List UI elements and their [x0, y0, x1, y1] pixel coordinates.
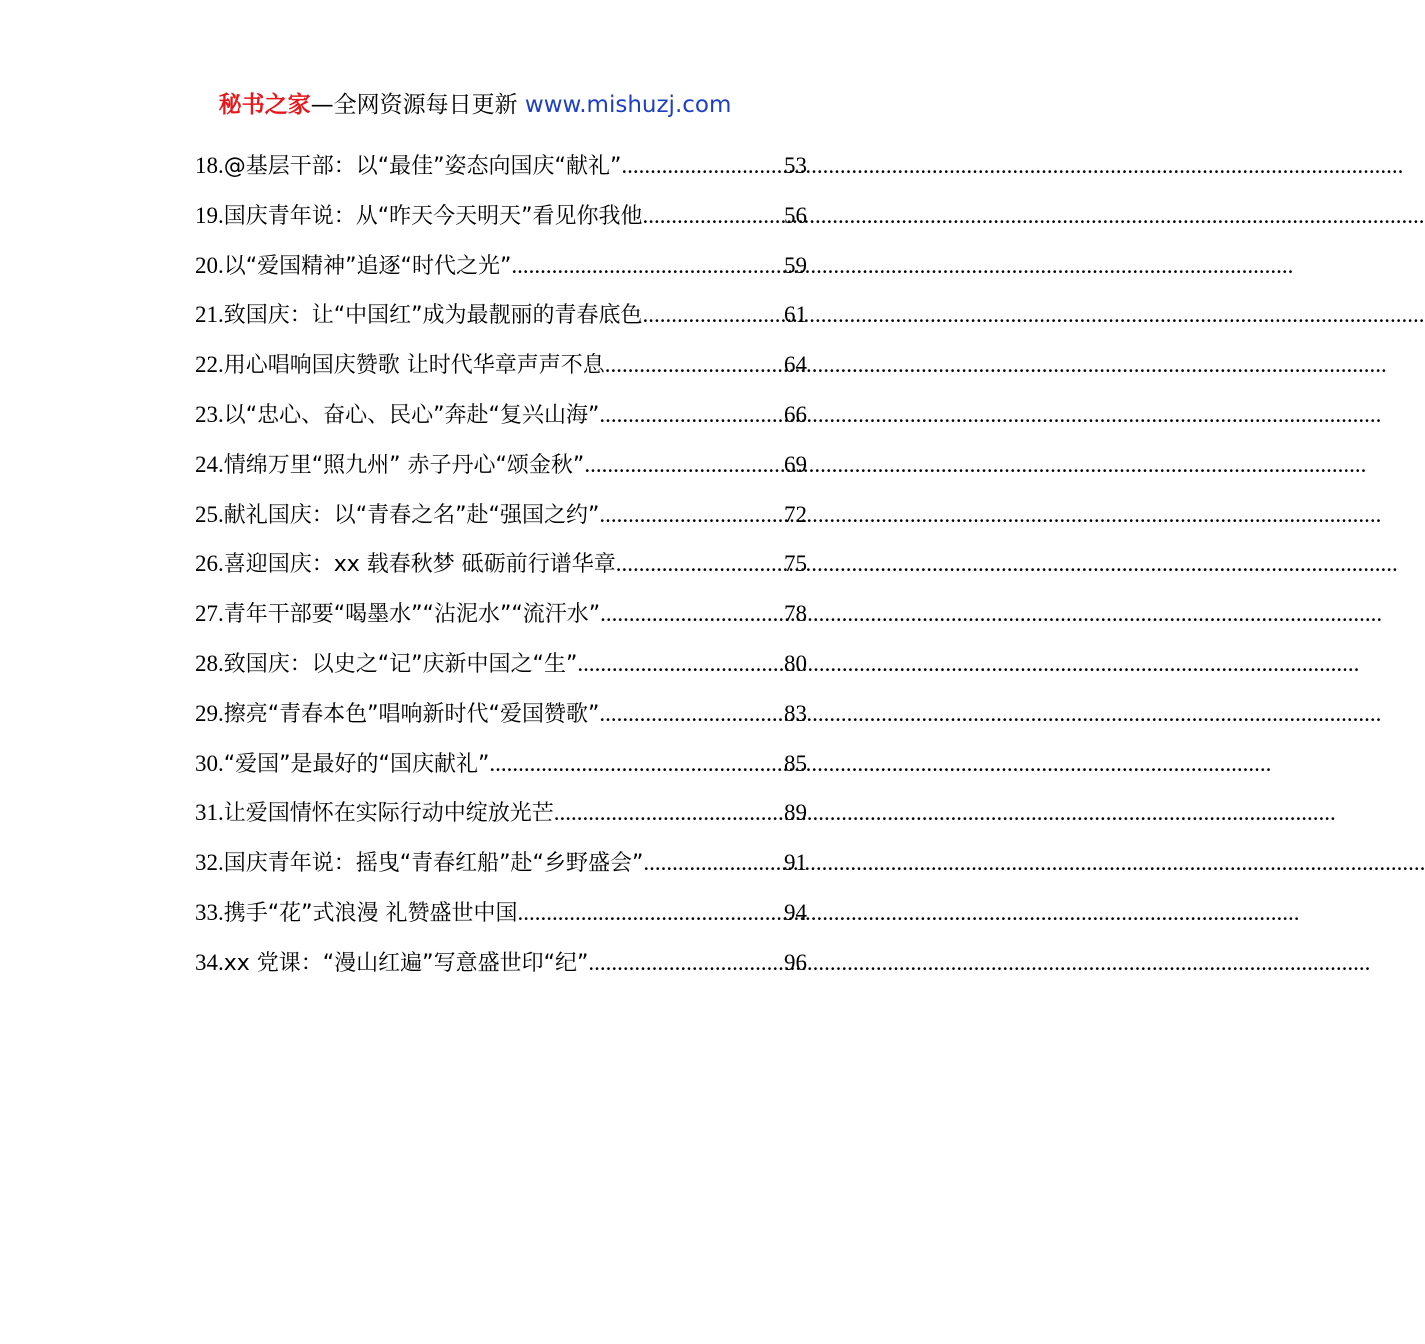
toc-entry-number: 24. — [195, 451, 224, 477]
toc-entry — [195, 146, 807, 196]
toc-entry-number: 32. — [195, 850, 224, 876]
dot-leader — [599, 395, 784, 435]
toc-entry-title — [195, 544, 616, 585]
toc-entry-title — [195, 295, 643, 336]
toc-page-number: 85 — [784, 750, 807, 776]
toc-page-number: 56 — [784, 202, 807, 228]
toc-entry-title — [195, 943, 588, 984]
toc-entry-number: 22. — [195, 352, 224, 378]
toc-entry-text: 以“忠心、奋心、民心”奔赴“复兴山海” — [223, 402, 600, 428]
toc-entry-number: 25. — [195, 501, 224, 527]
toc-entry — [195, 594, 807, 644]
toc-entry-number: 30. — [195, 750, 224, 776]
toc-entry-text: @基层干部：以“最佳”姿态向国庆“献礼” — [223, 154, 622, 179]
toc-entry-title — [195, 146, 621, 187]
dot-leader — [584, 445, 784, 485]
toc-entry-title — [195, 594, 600, 635]
toc-entry — [195, 295, 807, 345]
toc-entry-text: 用心唱响国庆赞歌 让时代华章声声不息 — [223, 353, 605, 379]
toc-page-number: 96 — [784, 949, 807, 975]
toc-entry-number: 29. — [195, 700, 224, 726]
toc-entry-title — [195, 495, 599, 536]
toc-entry-title — [195, 744, 489, 785]
toc-entry — [195, 843, 807, 893]
toc-page-number: 94 — [784, 899, 807, 925]
toc-entry — [195, 694, 807, 744]
header-tagline: —全网资源每日更新 — [310, 92, 525, 118]
dot-leader — [588, 943, 784, 983]
toc-entry — [195, 395, 807, 445]
toc-entry — [195, 793, 807, 843]
toc-entry-text: 献礼国庆：以“青春之名”赴“强国之约” — [223, 502, 600, 528]
toc-entry-number: 20. — [195, 252, 224, 278]
toc-entry-text: 情绵万里“照九州” 赤子丹心“颂金秋” — [223, 452, 585, 478]
dot-leader — [621, 146, 784, 186]
toc-entry-text: 让爱国情怀在实际行动中绽放光芒 — [223, 801, 554, 827]
toc-entry-title — [195, 694, 599, 735]
toc-page-number: 61 — [784, 302, 807, 328]
toc-page-number: 59 — [784, 252, 807, 278]
toc-entry-title — [195, 644, 577, 685]
toc-page-number: 69 — [784, 451, 807, 477]
page-header — [0, 88, 950, 122]
toc-entry — [195, 495, 807, 545]
toc-entry — [195, 544, 807, 594]
dot-leader — [616, 544, 784, 584]
toc-page-number: 89 — [784, 800, 807, 826]
toc-entry — [195, 744, 807, 794]
dot-leader — [489, 744, 784, 784]
toc-entry — [195, 246, 807, 296]
table-of-contents — [195, 146, 807, 993]
dot-leader — [600, 594, 784, 634]
toc-entry-title — [195, 445, 584, 486]
toc-entry-number: 27. — [195, 601, 224, 627]
toc-entry-text: 国庆青年说：从“昨天今天明天”看见你我他 — [223, 203, 643, 229]
toc-entry — [195, 943, 807, 993]
toc-entry — [195, 345, 807, 395]
toc-entry-title — [195, 843, 643, 884]
toc-entry-title — [195, 395, 599, 436]
toc-entry-number: 33. — [195, 899, 224, 925]
toc-entry-text: 喜迎国庆：xx 载春秋梦 砥砺前行谱华章 — [223, 552, 616, 578]
toc-page-number: 83 — [784, 700, 807, 726]
toc-entry-text: 国庆青年说：摇曳“青春红船”赴“乡野盛会” — [223, 851, 644, 877]
toc-entry-title — [195, 893, 518, 934]
toc-entry — [195, 893, 807, 943]
toc-entry-title — [195, 793, 554, 834]
site-url: www.mishuzj.com — [524, 92, 732, 118]
dot-leader — [577, 644, 784, 684]
toc-page-number: 53 — [784, 153, 807, 178]
toc-entry-text: 致国庆：以史之“记”庆新中国之“生” — [223, 651, 578, 677]
dot-leader — [643, 843, 784, 883]
toc-entry-number: 28. — [195, 650, 224, 676]
toc-entry-number: 31. — [195, 800, 224, 826]
toc-entry-number: 21. — [195, 302, 224, 328]
toc-page-number: 64 — [784, 352, 807, 378]
toc-entry-number: 23. — [195, 401, 224, 427]
toc-entry-text: “爱国”是最好的“国庆献礼” — [223, 751, 490, 777]
toc-page-number: 66 — [784, 401, 807, 427]
toc-entry — [195, 445, 807, 495]
brand-name: 秘书之家 — [218, 92, 311, 118]
toc-entry — [195, 196, 807, 246]
dot-leader — [605, 345, 784, 385]
dot-leader — [511, 246, 784, 286]
toc-entry-title — [195, 345, 605, 386]
toc-entry-text: 携手“花”式浪漫 礼赞盛世中国 — [223, 900, 518, 926]
toc-entry-text: xx 党课：“漫山红遍”写意盛世印“纪” — [223, 950, 589, 976]
dot-leader — [554, 793, 784, 833]
toc-entry — [195, 644, 807, 694]
dot-leader — [599, 694, 784, 734]
toc-entry-text: 青年干部要“喝墨水”“沾泥水”“流汗水” — [223, 602, 601, 628]
toc-entry-text: 以“爱国精神”追逐“时代之光” — [223, 253, 512, 279]
toc-page-number: 91 — [784, 850, 807, 876]
toc-entry-number: 19. — [195, 202, 224, 228]
toc-entry-title — [195, 196, 643, 237]
toc-entry-text: 擦亮“青春本色”唱响新时代“爱国赞歌” — [223, 701, 600, 727]
toc-entry-number: 18. — [195, 153, 224, 178]
toc-entry-title — [195, 246, 511, 287]
dot-leader — [518, 893, 784, 933]
toc-page-number: 78 — [784, 601, 807, 627]
dot-leader — [643, 196, 784, 236]
toc-page-number: 80 — [784, 650, 807, 676]
toc-page-number: 75 — [784, 551, 807, 577]
dot-leader — [643, 295, 784, 335]
toc-entry-number: 34. — [195, 949, 224, 975]
dot-leader — [599, 495, 784, 535]
toc-page-number: 72 — [784, 501, 807, 527]
toc-entry-text: 致国庆：让“中国红”成为最靓丽的青春底色 — [223, 303, 643, 329]
toc-entry-number: 26. — [195, 551, 224, 577]
